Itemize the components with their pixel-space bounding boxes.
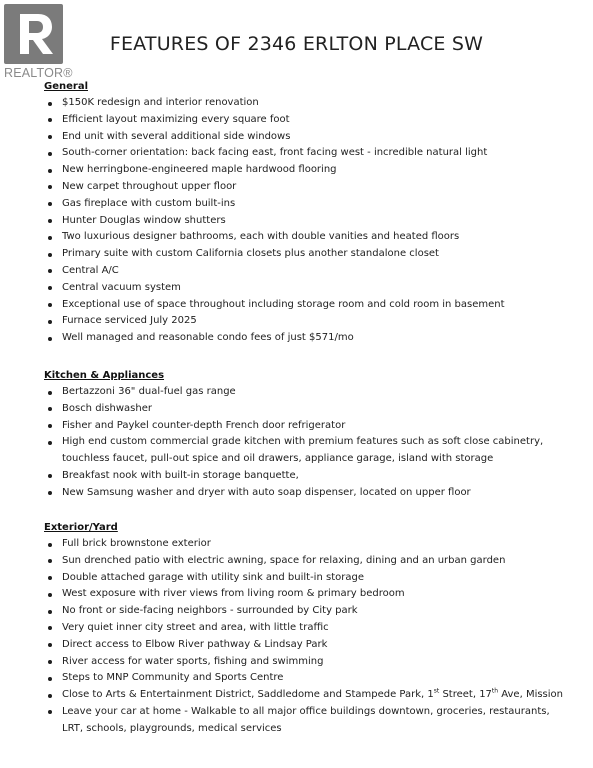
bullet-icon — [48, 643, 52, 647]
list-item: Well managed and reasonable condo fees of just $571/mo — [44, 330, 573, 347]
ordinal-text: Close to Arts & Entertainment District, Saddledome and Stampede Park, 1st Street, 17th Ave, Mission — [62, 687, 563, 701]
list-item: Primary suite with custom California closets plus another standalone closet — [44, 246, 573, 263]
section-kitchen-appliances — [44, 367, 573, 502]
list-item: Bertazzoni 36" dual-fuel gas range — [44, 384, 573, 401]
bullet-icon — [48, 320, 52, 324]
bullet-icon — [48, 407, 52, 411]
list-item: No front or side-facing neighbors - surrounded by City park — [44, 603, 573, 620]
bullet-icon — [48, 253, 52, 257]
list-item: New herringbone-engineered maple hardwood flooring — [44, 162, 573, 179]
page-title: FEATURES OF 2346 ERLTON PLACE SW — [109, 33, 484, 55]
bullet-icon — [48, 677, 52, 681]
bullet-icon — [48, 593, 52, 597]
bullet-icon — [48, 337, 52, 341]
list-item: South-corner orientation: back facing east, front facing west - incredible natural light — [44, 145, 573, 162]
list-item: $150K redesign and interior renovation — [44, 95, 573, 112]
bullet-icon — [48, 303, 52, 307]
bullet-icon — [48, 626, 52, 630]
list-item: Furnace serviced July 2025 — [44, 313, 573, 330]
list-item: Very quiet inner city street and area, with little traffic — [44, 620, 573, 637]
bullet-icon — [48, 135, 52, 139]
list-item: Gas fireplace with custom built-ins — [44, 196, 573, 213]
feature-list — [44, 95, 573, 347]
list-item: Fisher and Paykel counter-depth French door refrigerator — [44, 418, 573, 435]
list-item: Sun drenched patio with electric awning, space for relaxing, dining and an urban garden — [44, 553, 573, 570]
bullet-icon — [48, 474, 52, 478]
list-item: Exceptional use of space throughout including storage room and cold room in basement — [44, 297, 573, 314]
list-item: Leave your car at home - Walkable to all major office buildings downtown, groceries, restaurants, LRT, schools, playgrounds, medical services — [44, 704, 573, 738]
list-item: Central A/C — [44, 263, 573, 280]
bullet-icon — [48, 660, 52, 664]
list-item — [44, 687, 573, 704]
section-heading: General — [44, 81, 88, 92]
section-heading: Exterior/Yard — [44, 522, 118, 533]
section-exterior-yard — [44, 519, 573, 738]
bullet-icon — [48, 491, 52, 495]
bullet-icon — [48, 202, 52, 206]
bullet-icon — [48, 286, 52, 290]
bullet-icon — [48, 391, 52, 395]
bullet-icon — [48, 710, 52, 714]
bullet-icon — [48, 169, 52, 173]
section-general — [44, 78, 573, 347]
bullet-icon — [48, 543, 52, 547]
section-heading: Kitchen & Appliances — [44, 370, 165, 381]
feature-list — [44, 536, 573, 738]
list-item: Efficient layout maximizing every square foot — [44, 112, 573, 129]
list-item: High end custom commercial grade kitchen with premium features such as soft close cabinetry, touchless faucet, pull-out spice and oil drawers, appliance garage, island with storage — [44, 434, 573, 468]
list-item: Hunter Douglas window shutters — [44, 213, 573, 230]
list-item: Direct access to Elbow River pathway & Lindsay Park — [44, 637, 573, 654]
list-item: Steps to MNP Community and Sports Centre — [44, 670, 573, 687]
list-item: New carpet throughout upper floor — [44, 179, 573, 196]
feature-list — [44, 384, 573, 502]
list-item: Full brick brownstone exterior — [44, 536, 573, 553]
list-item: End unit with several additional side windows — [44, 129, 573, 146]
bullet-icon — [48, 102, 52, 106]
bullet-icon — [48, 219, 52, 223]
bullet-icon — [48, 118, 52, 122]
bullet-icon — [48, 441, 52, 445]
bullet-icon — [48, 185, 52, 189]
bullet-icon — [48, 610, 52, 614]
bullet-icon — [48, 424, 52, 428]
list-item: Bosch dishwasher — [44, 401, 573, 418]
list-item: Two luxurious designer bathrooms, each with double vanities and heated floors — [44, 229, 573, 246]
bullet-icon — [48, 576, 52, 580]
list-item: New Samsung washer and dryer with auto soap dispenser, located on upper floor — [44, 485, 573, 502]
list-item: River access for water sports, fishing and swimming — [44, 654, 573, 671]
list-item: Double attached garage with utility sink and built-in storage — [44, 570, 573, 587]
list-item: Breakfast nook with built-in storage banquette, — [44, 468, 573, 485]
bullet-icon — [48, 269, 52, 273]
bullet-icon — [48, 694, 52, 698]
list-item: Central vacuum system — [44, 280, 573, 297]
bullet-icon — [48, 152, 52, 156]
realtor-logo-text: REALTOR® — [4, 66, 73, 80]
bullet-icon — [48, 559, 52, 563]
bullet-icon — [48, 236, 52, 240]
list-item: West exposure with river views from living room & primary bedroom — [44, 586, 573, 603]
